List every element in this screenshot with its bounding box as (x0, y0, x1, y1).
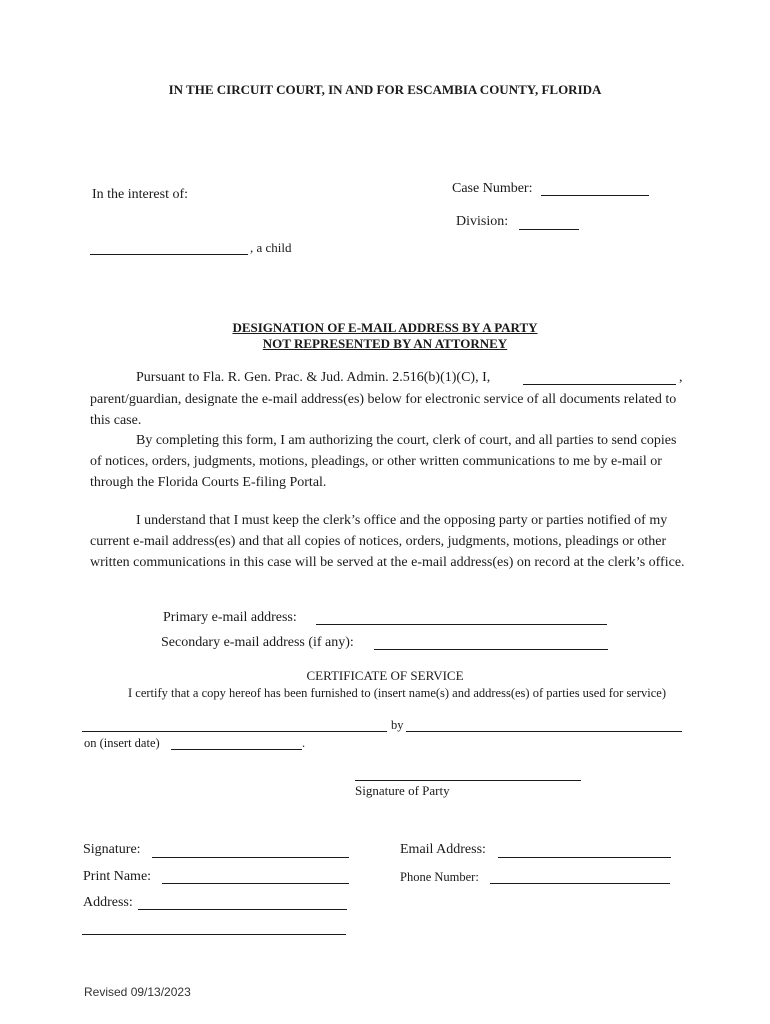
by-label: by (391, 718, 404, 732)
party-name-field[interactable] (523, 384, 676, 385)
primary-email-field[interactable] (316, 624, 607, 625)
date-suffix: . (302, 736, 306, 750)
email-address-field[interactable] (498, 857, 671, 858)
authorizing-paragraph: By completing this form, I am authorizing the court, clerk of court, and all parties to send copies of notices, orders, judgments, motions, pleadings, or other written communications to me by e-mail or through the Florida Courts E-filing Portal. (90, 433, 677, 490)
date-label: on (insert date) (84, 736, 160, 750)
served-parties-field[interactable] (82, 731, 387, 732)
pursuant-suffix: , (679, 370, 683, 385)
pursuant-rest: parent/guardian, designate the e-mail address(es) below for electronic service of all documents related to this case. (90, 392, 677, 428)
signature-field[interactable] (152, 857, 349, 858)
certificate-text: I certify that a copy hereof has been furnished to (insert name(s) and address(es) of parties used for service) (128, 686, 666, 700)
form-title (0, 320, 770, 352)
secondary-email-label: Secondary e-mail address (if any): (161, 635, 354, 650)
phone-number-field[interactable] (490, 883, 670, 884)
form-title-line1: DESIGNATION OF E-MAIL ADDRESS BY A PARTY (232, 320, 538, 335)
address-field-line2[interactable] (82, 934, 346, 935)
child-name-field[interactable] (90, 254, 248, 255)
form-title-line2: NOT REPRESENTED BY AN ATTORNEY (262, 336, 508, 351)
address-label: Address: (83, 895, 133, 910)
print-name-label: Print Name: (83, 869, 152, 884)
service-method-field[interactable] (406, 731, 682, 732)
division-label: Division: (456, 214, 509, 229)
date-field[interactable] (171, 749, 302, 750)
case-number-label: Case Number: (452, 181, 533, 196)
certificate-title: CERTIFICATE OF SERVICE (306, 668, 464, 683)
phone-number-label: Phone Number: (400, 870, 479, 884)
primary-email-label: Primary e-mail address: (163, 610, 297, 625)
secondary-email-field[interactable] (374, 649, 608, 650)
signature-label: Signature: (83, 842, 141, 857)
signature-of-party-label: Signature of Party (355, 783, 450, 798)
pursuant-prefix: Pursuant to Fla. R. Gen. Prac. & Jud. Admin. 2.516(b)(1)(C), I, (136, 370, 491, 385)
email-address-label: Email Address: (400, 842, 486, 857)
case-number-field[interactable] (541, 195, 649, 196)
print-name-field[interactable] (162, 883, 349, 884)
understand-paragraph: I understand that I must keep the clerk’s office and the opposing party or parties notified of my current e-mail address(es) and that all copies of notices, orders, judgments, motions, pleadings or other written communications in this case will be served at the e-mail address(es) on record at the clerk’s office. (90, 513, 685, 570)
division-field[interactable] (519, 229, 579, 230)
address-field-line1[interactable] (138, 909, 347, 910)
child-suffix: , a child (250, 240, 292, 255)
court-title: IN THE CIRCUIT COURT, IN AND FOR ESCAMBIA COUNTY, FLORIDA (168, 82, 602, 97)
interest-label: In the interest of: (92, 187, 189, 202)
revised-date: Revised 09/13/2023 (84, 985, 191, 999)
party-signature-line[interactable] (355, 780, 581, 781)
